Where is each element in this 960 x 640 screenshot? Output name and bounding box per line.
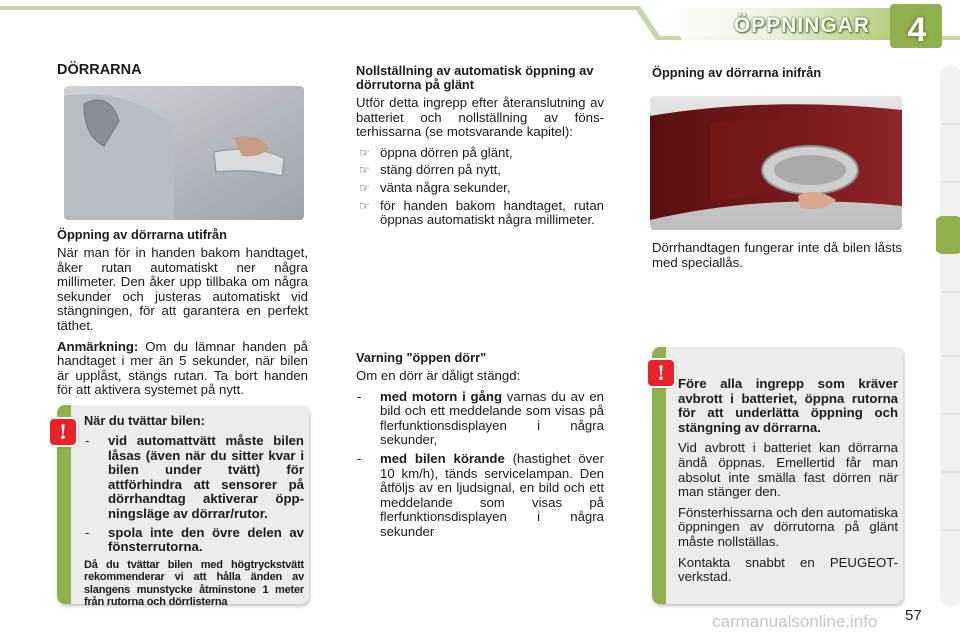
interior-door-photo [650,96,902,230]
battery-warning-box [652,347,903,604]
exterior-door-photo [64,86,304,220]
pointing-hand-icon: ☞ [359,163,370,178]
list-item: ☞ vänta några sekunder, [359,179,511,195]
list-item: ☞ för handen bakom handtaget, rutan öppnas automatiskt några millimeter. [359,197,604,228]
note-label: Anmärkning: [57,338,139,354]
chapter-tabs[interactable] [936,66,960,606]
note-paragraph [57,340,308,398]
car-wash-warning-box [57,405,309,609]
pointing-hand-icon: ☞ [359,145,370,160]
inside-opening-title: Öppning av dörrarna inifrån [652,65,822,80]
list-item: ☞ stäng dörren på nytt, [359,162,501,178]
chapter-title: ÖPPNINGAR [733,14,870,37]
battery-warning-p1: Vid avbrott i batteriet kan dörrarna ändå öppnas. Emellertid får man absolut inte smälla fast dörren när man stänger den. [678,440,898,500]
door-open-warning-title: Varning "öppen dörr" [356,350,487,365]
list-item: ☞ öppna dörren på glänt, [359,144,513,160]
door-open-warning-intro: Om en dörr är dåligt stängd: [356,368,521,383]
pointing-hand-icon: ☞ [359,180,370,195]
battery-warning-p2: Fönsterhissarna och den automatiska öppningen av dörrutorna på glänt måste nollställas. [678,504,898,549]
warning-icon: ! [50,419,76,445]
note-text: Om du lämnar handen på handtaget i mer än 5 sekunder, när bilen är upplåst, stängs rutan. Ta bort handen för att aktivera systemet på nytt. [57,338,308,398]
page-number: 57 [905,607,922,624]
car-wash-title: När du tvättar bilen: [84,413,205,428]
watermark: carmanualsonline.info [712,612,878,631]
subtitle-outside-opening: Öppning av dörrarna utifrån [57,227,227,242]
outside-opening-text: När man för in handen bakom handtaget, åker rutan automatiskt ner några millimeter. Den åker upp tillbaka om några sekunder och justeras automatiskt vid stängningen, för att garantera en perfekt täthet. [57,245,308,333]
list-item: - med motorn i gång varnas du av en bild och ett meddelande som visas på flerfunktionsdisplayen i några sekunder, [357,388,604,448]
inside-opening-text: Dörrhandtagen fungerar inte då bilen låsts med speciallås. [652,240,902,270]
warning-icon: ! [648,360,674,386]
list-item: - vid automattvätt måste bilen låsas (även när du sitter kvar i bilen under tvätt) för attförhindra att sensorer på dörrhandtag aktiverar öppningsläge av dörrar/rutor. [85,433,304,521]
section-title: DÖRRARNA [57,62,142,78]
chapter-number: 4 [907,11,927,49]
list-item: - spola inte den övre delen av fönsterrutorna. [85,524,304,555]
reset-title: Nollställning av automatisk öppning av dörrutorna på glänt [356,63,594,92]
car-wash-footnote: Då du tvättar bilen med högtryckstvätt rekommenderar vi att hålla änden av slangens munstycke åtminstone 1 meter från rutorna och dörrlisterna [84,558,304,609]
battery-warning-p3: Kontakta snabbt en PEUGEOT-verkstad. [678,554,898,585]
battery-warning-title: Före alla ingrepp som kräver avbrott i batteriet, öppna rutorna för att underlätta öppning och stängning av dörrarna. [678,376,898,435]
pointing-hand-icon: ☞ [359,198,370,213]
list-item: - med bilen körande (hastighet över 10 km/h), tänds servicelampan. Den åtföljs av en ljudsignal, en bild och ett meddelande som visas på flerfunktionsdisplayen i några sekunder [357,450,604,539]
reset-intro: Utför detta ingrepp efter återanslutning av batteriet och nollställning av fönsterhissarna (se motsvarande kapitel): [356,95,604,140]
